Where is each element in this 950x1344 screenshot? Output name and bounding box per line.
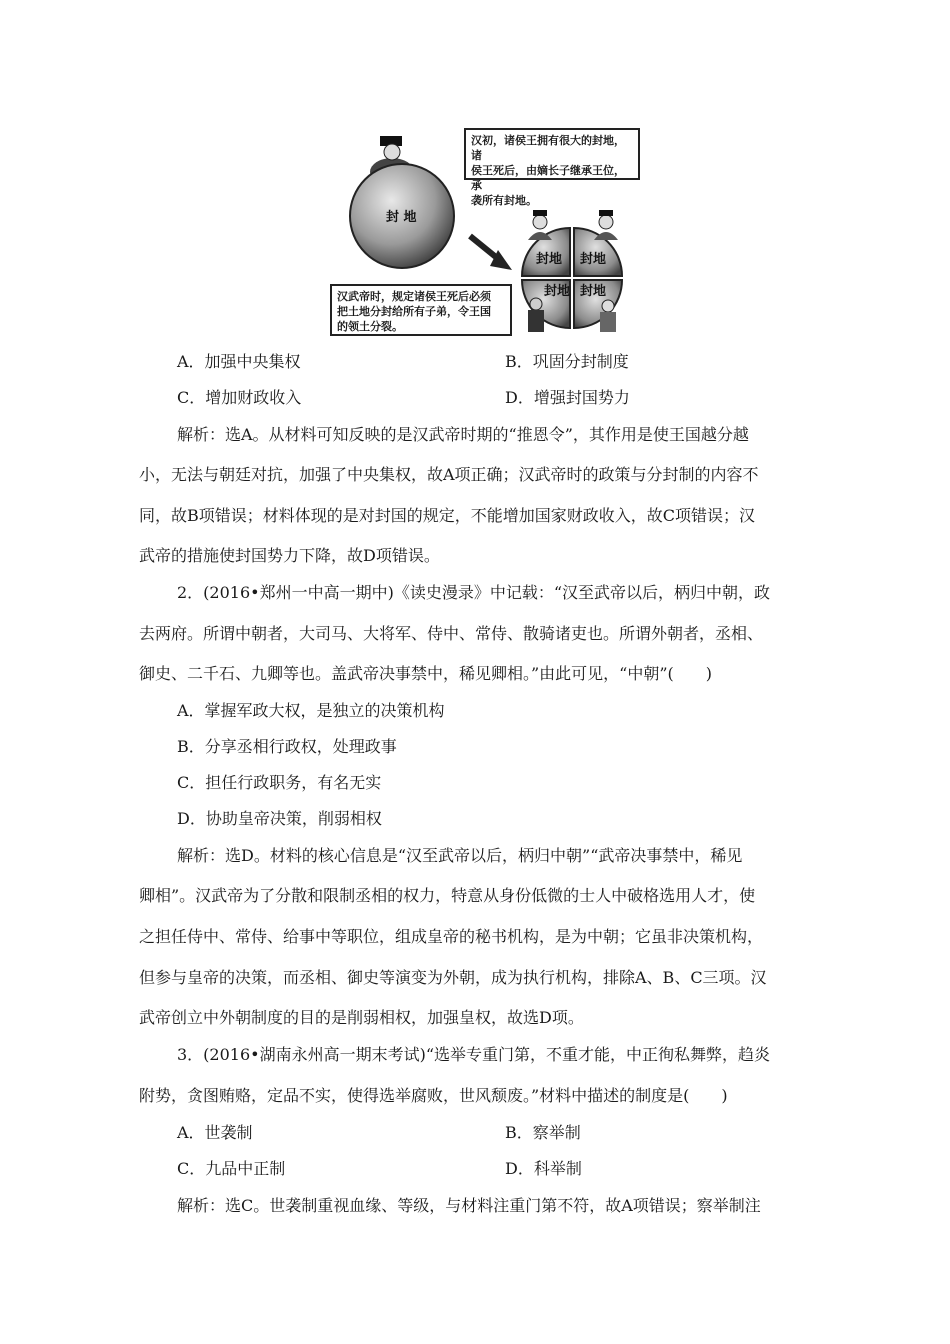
q3-option-b: B．察举制 [505,1123,581,1142]
arrow-icon [470,236,512,270]
q2-option-c: C．担任行政职务，有名无实 [177,773,382,792]
q3-option-d: D．科举制 [505,1159,582,1178]
q3-option-a: A．世袭制 [177,1123,253,1142]
q3-stem-line: 3．(2016•湖南永州高一期末考试)“选举专重门第，不重才能，中正徇私舞弊，趋炎 [177,1045,771,1064]
q2-analysis-line: 之担任侍中、常侍、给事中等职位，组成皇帝的秘书机构，是为中朝；它虽非决策机构， [139,927,764,946]
q2-option-b: B．分享丞相行政权，处理政事 [177,737,397,756]
q1-option-c: C．增加财政收入 [177,388,302,407]
q1-analysis-line: 同，故B项错误；材料体现的是对封国的规定，不能增加国家财政收入，故C项错误；汉 [139,506,756,525]
q2-analysis-line: 解析：选D。材料的核心信息是“汉至武帝以后，柄归中朝”“武帝决事禁中，稀见 [177,846,743,865]
q2-analysis-line: 武帝创立中外朝制度的目的是削弱相权，加强皇权，故选D项。 [139,1008,584,1027]
q3-stem-line: 附势，贪图贿赂，定品不实，使得选举腐败，世风颓废。”材料中描述的制度是( ) [139,1086,728,1105]
q2-option-a: A．掌握军政大权，是独立的决策机构 [177,701,445,720]
q2-stem-line: 2．(2016•郑州一中高一期中)《读史漫录》中记载：“汉至武帝以后，柄归中朝，政 [177,583,771,602]
caption-line: 的领土分裂。 [337,320,403,333]
figure-bottom-caption [330,284,512,336]
q2-analysis-line: 但参与皇帝的决策，而丞相、御史等演变为外朝，成为执行机构，排除A、B、C三项。汉 [139,968,767,987]
q2-analysis-line: 卿相”。汉武帝为了分散和限制丞相的权力，特意从身份低微的士人中破格选用人才，使 [139,886,756,905]
q1-option-b: B．巩固分封制度 [505,352,629,371]
q3-option-c: C．九品中正制 [177,1159,286,1178]
q1-option-d: D．增强封国势力 [505,388,630,407]
caption-line: 把土地分封给所有子弟，令王国 [337,305,491,318]
caption-line: 汉武帝时，规定诸侯王死后必须 [337,290,491,303]
caption-line: 袭所有封地。 [471,194,537,207]
caption-line: 汉初，诸侯王拥有很大的封地，诸 [471,134,625,162]
quadrant-label: 封地 [536,252,563,267]
q1-analysis-line: 小，无法与朝廷对抗，加强了中央集权，故A项正确；汉武帝时的政策与分封制的内容不 [139,465,759,484]
figure-top-caption [464,128,640,207]
quadrant-label: 封地 [580,252,607,267]
q1-analysis-line: 武帝的措施使封国势力下降，故D项错误。 [139,546,440,565]
q2-option-d: D．协助皇帝决策，削弱相权 [177,809,382,828]
tuien-figure [330,128,640,340]
quadrant-label: 封地 [580,284,607,299]
quadrant-label: 封地 [544,284,571,299]
q1-option-a: A．加强中央集权 [177,352,301,371]
q3-analysis-line: 解析：选C。世袭制重视血缘、等级，与材料注重门第不符，故A项错误；察举制注 [177,1196,761,1215]
q2-stem-line: 去两府。所谓中朝者，大司马、大将军、侍中、常侍、散骑诸吏也。所谓外朝者，丞相、 [139,624,764,643]
globe-label: 封 地 [386,210,417,225]
q1-analysis-line: 解析：选A。从材料可知反映的是汉武帝时期的“推恩令”，其作用是使王国越分越 [177,425,749,444]
caption-line: 侯王死后，由嫡长子继承王位，承 [471,164,625,192]
q2-stem-line: 御史、二千石、九卿等也。盖武帝决事禁中，稀见卿相。”由此可见，“中朝”( ) [139,664,713,683]
